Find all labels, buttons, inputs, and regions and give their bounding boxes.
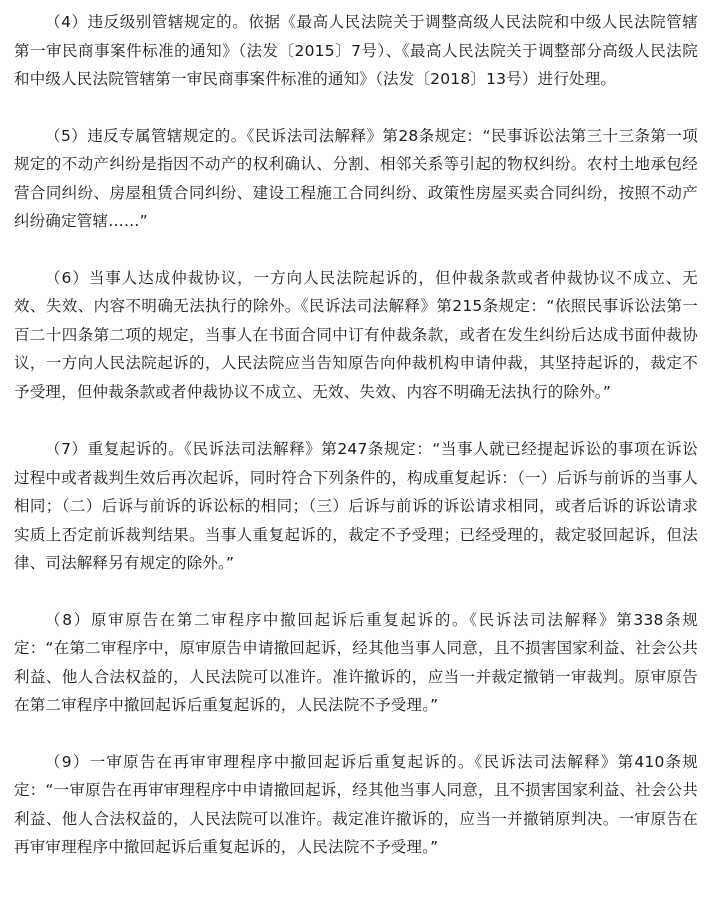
document-body [14, 8, 698, 862]
paragraph-item-4: （4）违反级别管辖规定的。依据《最高人民法院关于调整高级人民法院和中级人民法院管辖第一审民商事案件标准的通知》（法发〔2015〕7号）、《最高人民法院关于调整部分高级人民法院和中级人民法院管辖第一审民商事案件标准的通知》（法发〔2018〕13号）进行处理。 [14, 13, 698, 88]
paragraph-item-8: （8）原审原告在第二审程序中撤回起诉后重复起诉的。《民诉法司法解释》第338条规定：“在第二审程序中，原审原告申请撤回起诉，经其他当事人同意，且不损害国家利益、社会公共利益、他人合法权益的，人民法院可以准许。准许撤诉的，应当一并裁定撤销一审裁判。原审原告在第二审程序中撤回起诉后重复起诉的，人民法院不予受理。” [14, 610, 698, 714]
paragraph-item-6: （6）当事人达成仲裁协议，一方向人民法院起诉的，但仲裁条款或者仲裁协议不成立、无效、失效、内容不明确无法执行的除外。《民诉法司法解释》第215条规定：“依照民事诉讼法第一百二十四条第二项的规定，当事人在书面合同中订有仲裁条款，或者在发生纠纷后达成书面仲裁协议，一方向人民法院起诉的，人民法院应当告知原告向仲裁机构申请仲裁，其坚持起诉的，裁定不予受理，但仲裁条款或者仲裁协议不成立、无效、失效、内容不明确无法执行的除外。” [14, 268, 698, 401]
paragraph-item-9: （9）一审原告在再审审理程序中撤回起诉后重复起诉的。《民诉法司法解释》第410条规定：“一审原告在再审审理程序中申请撤回起诉，经其他当事人同意，且不损害国家利益、社会公共利益、他人合法权益的，人民法院可以准许。裁定准许撤诉的，应当一并撤销原判决。一审原告在再审审理程序中撤回起诉后重复起诉的，人民法院不予受理。” [14, 752, 698, 856]
paragraph-item-5: （5）违反专属管辖规定的。《民诉法司法解释》第28条规定：“民事诉讼法第三十三条第一项规定的不动产纠纷是指因不动产的权利确认、分割、相邻关系等引起的物权纠纷。农村土地承包经营合同纠纷、房屋租赁合同纠纷、建设工程施工合同纠纷、政策性房屋买卖合同纠纷，按照不动产纠纷确定管辖……” [14, 126, 698, 230]
paragraph-item-7: （7）重复起诉的。《民诉法司法解释》第247条规定：“当事人就已经提起诉讼的事项在诉讼过程中或者裁判生效后再次起诉，同时符合下列条件的，构成重复起诉：（一）后诉与前诉的当事人相同；（二）后诉与前诉的诉讼标的相同；（三）后诉与前诉的诉讼请求相同，或者后诉的诉讼请求实质上否定前诉裁判结果。当事人重复起诉的，裁定不予受理；已经受理的，裁定驳回起诉，但法律、司法解释另有规定的除外。” [14, 440, 698, 572]
